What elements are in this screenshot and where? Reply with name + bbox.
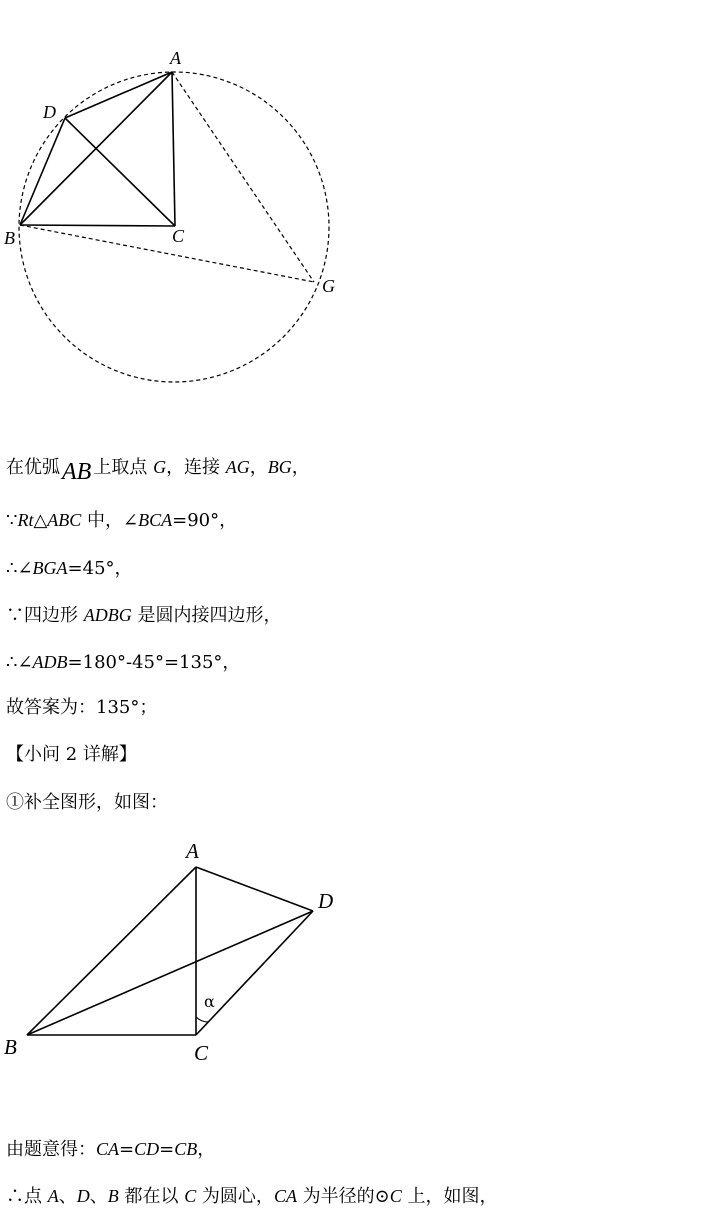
segment-DC [65, 118, 175, 226]
segment-DB [20, 118, 65, 225]
text-line-4: ∵四边形 ADBG 是圆内接四边形， [6, 605, 282, 626]
segment-BC [20, 225, 175, 226]
figure-1-circle-diagram [0, 40, 360, 440]
segment-AD [65, 72, 172, 118]
label-alpha: α [204, 992, 215, 1011]
text-line-8: ①补全图形，如图： [6, 792, 168, 813]
text-line-9: 由题意得：CA=CD=CB， [6, 1139, 216, 1160]
label-G: G [322, 276, 335, 296]
arc-AB: AB [62, 459, 92, 485]
label-D: D [318, 889, 334, 913]
text-line-3: ∴∠BGA=45°， [6, 558, 133, 579]
text-line-10: ∴点 A、D、B 都在以 C 为圆心，CA 为半径的⊙C 上，如图， [6, 1186, 498, 1207]
segment-DC [196, 911, 313, 1035]
segment-BG [20, 225, 314, 282]
text-line-5: ∴∠ADB=180°-45°=135°， [6, 652, 241, 673]
segment-BA [27, 867, 196, 1035]
text-line-1: 在优弧AB 上取点 G，连接 AG，BG， [6, 457, 310, 485]
figure-2-quadrilateral-diagram [0, 835, 360, 1075]
text-line-2: ∵Rt△ABC 中，∠BCA=90°， [6, 510, 238, 531]
label-B: B [4, 228, 15, 248]
text-line-6: 故答案为：135°； [6, 697, 158, 718]
label-D: D [43, 102, 56, 122]
label-C: C [172, 226, 185, 246]
section-heading: 【小问 2 详解】 [6, 744, 137, 765]
label-A: A [170, 48, 181, 68]
segment-AD [196, 867, 313, 911]
segment-BD [27, 911, 313, 1035]
label-C: C [194, 1041, 209, 1065]
label-B: B [4, 1035, 17, 1059]
label-A: A [186, 839, 199, 863]
segment-AC [172, 72, 175, 226]
angle-alpha-arc [196, 1017, 208, 1022]
segment-AG [172, 72, 314, 282]
